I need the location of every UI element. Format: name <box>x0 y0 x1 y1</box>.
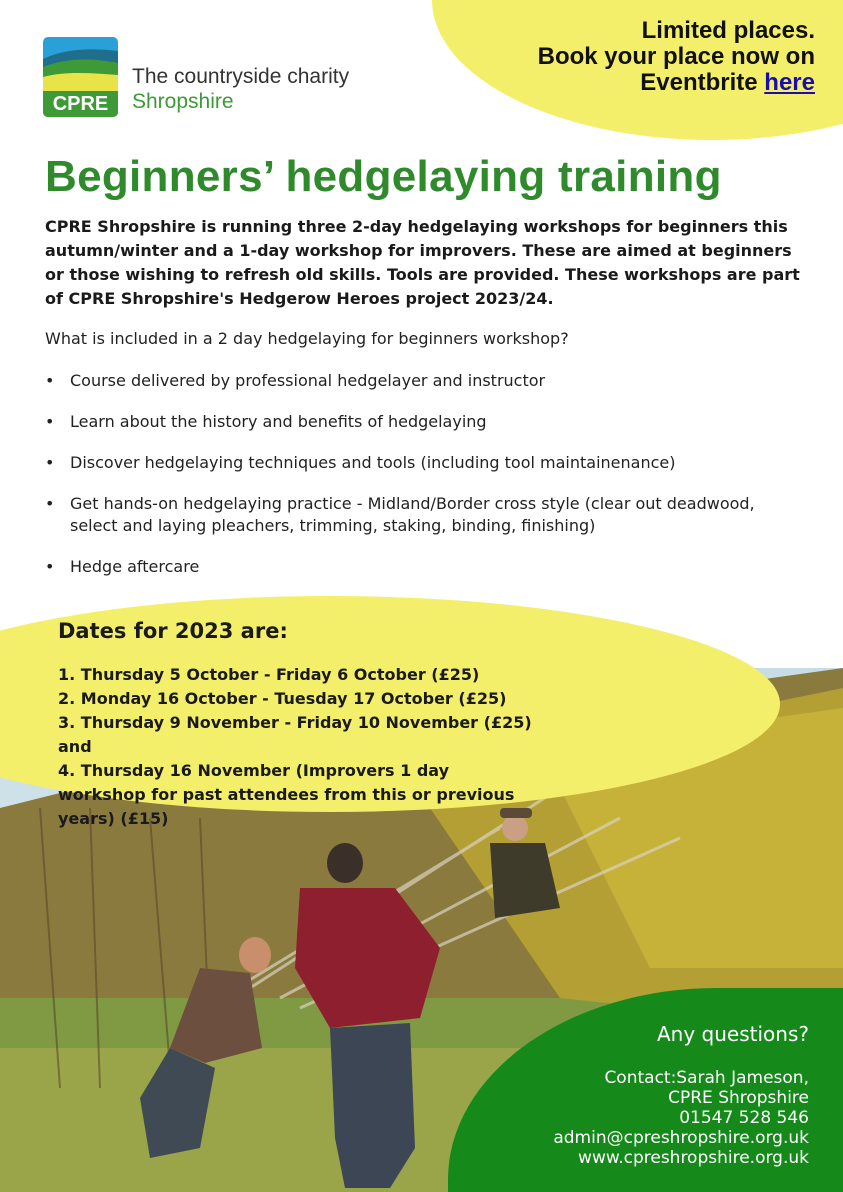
list-item: • Hedge aftercare <box>45 556 805 578</box>
list-item: • Discover hedgelaying techniques and tools (including tool maintainenance) <box>45 452 805 474</box>
workshop-question: What is included in a 2 day hedgelaying for beginners workshop? <box>45 329 569 348</box>
list-item: • Learn about the history and benefits of hedgelaying <box>45 411 805 433</box>
booking-line-limited: Limited places. <box>641 17 815 44</box>
dates-list <box>58 663 538 831</box>
list-item: • Course delivered by professional hedgelayer and instructor <box>45 370 805 392</box>
date-item: 4. Thursday 16 November (Improvers 1 day workshop for past attendees from this or previous years) (£15) <box>58 761 515 828</box>
booking-eventbrite-text: Eventbrite <box>640 69 765 96</box>
booking-line-book: Book your place now on <box>537 43 815 70</box>
contact-email[interactable]: admin@cpreshropshire.org.uk <box>553 1128 809 1148</box>
date-item: 3. Thursday 9 November - Friday 10 November (£25) and <box>58 713 532 756</box>
tagline-charity: The countryside charity <box>132 65 350 88</box>
date-item: 2. Monday 16 October - Tuesday 17 October (£25) <box>58 689 507 708</box>
contact-phone[interactable]: 01547 528 546 <box>679 1108 809 1128</box>
cpre-logo <box>43 37 118 117</box>
contact-website[interactable]: www.cpreshropshire.org.uk <box>578 1148 809 1168</box>
intro-paragraph: CPRE Shropshire is running three 2-day hedgelaying workshops for beginners this autumn/winter and a 1-day workshop for improvers. These are aimed at beginners or those wishing to refresh old skills. Tools are provided. These workshops are part of CPRE Shropshire's Hedgerow Heroes project 2023/24. <box>45 217 800 308</box>
tagline-region: Shropshire <box>132 90 234 113</box>
list-item: • Get hands-on hedgelaying practice - Midland/Border cross style (clear out deadwood, select and laying pleachers, trimming, staking, binding, finishing) <box>45 493 805 537</box>
logo-wordmark: CPRE <box>43 91 118 117</box>
booking-line-eventbrite <box>475 70 815 96</box>
logo-tagline <box>132 64 349 114</box>
workshop-includes-list <box>45 370 805 597</box>
contact-org: CPRE Shropshire <box>668 1088 809 1108</box>
contact-name: Contact:Sarah Jameson, <box>604 1068 809 1088</box>
eventbrite-link[interactable]: here <box>764 69 815 96</box>
dates-heading: Dates for 2023 are: <box>58 619 288 643</box>
booking-notice <box>475 18 815 96</box>
any-questions-heading: Any questions? <box>657 1022 809 1046</box>
date-item: 1. Thursday 5 October - Friday 6 October (£25) <box>58 665 480 684</box>
contact-block <box>449 1020 809 1168</box>
page-title: Beginners’ hedgelaying training <box>45 152 722 201</box>
